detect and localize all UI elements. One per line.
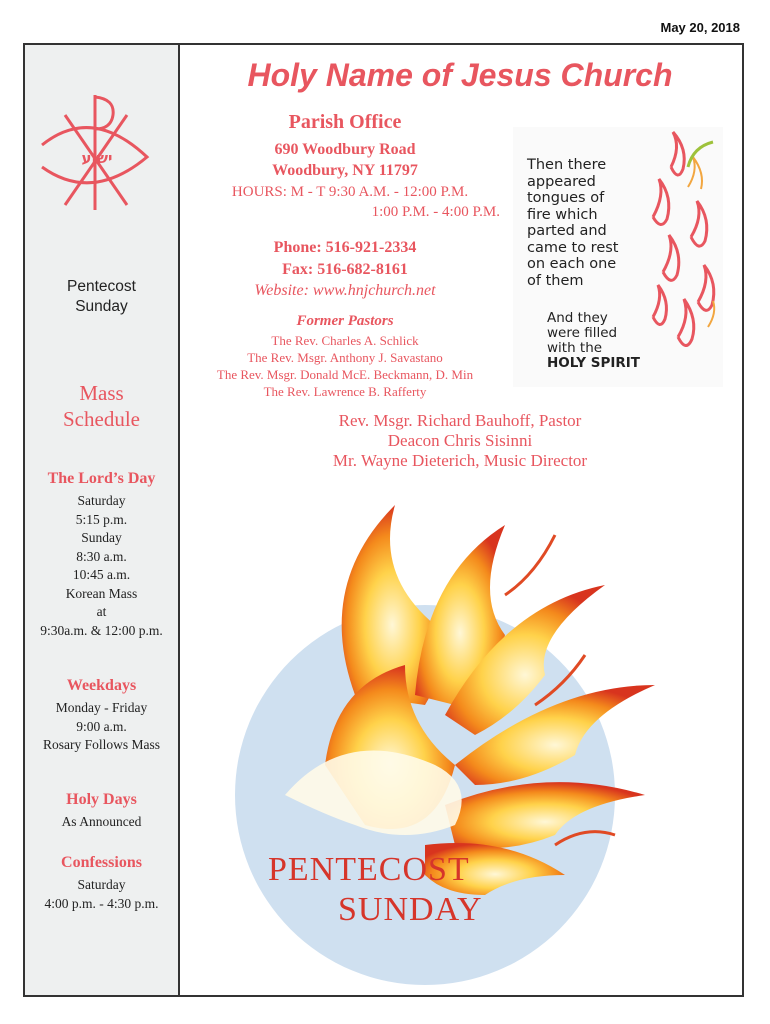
confessions-times xyxy=(25,876,178,913)
contact xyxy=(180,237,510,281)
address-line: Woodbury, NY 11797 xyxy=(272,162,418,179)
occasion-line-2: Sunday xyxy=(75,298,128,315)
schedule-line: Saturday xyxy=(77,877,126,892)
mass-schedule-title-2: Schedule xyxy=(63,407,140,431)
former-pastor-name: The Rev. Charles A. Schlick xyxy=(271,333,419,348)
former-pastor-name: The Rev. Msgr. Donald McE. Beckmann, D. Min xyxy=(216,367,474,382)
confessions-heading: Confessions xyxy=(61,854,142,871)
address xyxy=(180,139,510,181)
schedule-line: 9:30a.m. & 12:00 p.m. xyxy=(40,622,163,638)
weekdays-times xyxy=(25,699,178,755)
bulletin-frame xyxy=(23,43,744,997)
mass-schedule-title-1: Mass xyxy=(79,381,124,405)
hours-line: HOURS: M - T 9:30 A.M. - 12:00 P.M. xyxy=(231,184,469,200)
pentecost-sunday-title xyxy=(268,850,483,930)
schedule-line: As Announced xyxy=(61,814,142,829)
main-content xyxy=(180,45,742,995)
church-name: Holy Name of Jesus Church xyxy=(247,57,673,93)
schedule-line: 9:00 a.m. xyxy=(76,718,127,734)
holy-days-times xyxy=(25,813,178,832)
office-hours xyxy=(200,182,500,222)
feast-title-line: SUNDAY xyxy=(338,891,483,928)
schedule-line: Saturday xyxy=(77,493,126,508)
occasion-line-1: Pentecost xyxy=(67,278,136,295)
scripture-text-1: Then there appeared tongues of fire which parted and came to rest on each one of them xyxy=(527,157,619,289)
schedule-line: Monday - Friday xyxy=(55,700,148,715)
schedule-line: 10:45 a.m. xyxy=(72,567,131,582)
staff-list xyxy=(180,411,740,471)
lords-day-heading: The Lord’s Day xyxy=(47,470,156,487)
former-pastor-name: The Rev. Msgr. Anthony J. Savastano xyxy=(247,350,443,365)
former-pastors-list xyxy=(180,332,510,400)
scripture-art-image xyxy=(513,127,723,387)
holy-days-heading: Holy Days xyxy=(66,791,137,808)
former-pastors-heading: Former Pastors xyxy=(296,313,394,329)
staff-member: Mr. Wayne Dieterich, Music Director xyxy=(332,451,588,470)
schedule-line: Rosary Follows Mass xyxy=(42,737,160,752)
staff-member: Deacon Chris Sisinni xyxy=(387,431,533,450)
fax-number: Fax: 516-682-8161 xyxy=(282,261,408,278)
website-link[interactable]: Website: www.hnjchurch.net xyxy=(254,282,436,299)
hebrew-name: ישוע xyxy=(81,149,113,167)
schedule-line: at xyxy=(96,604,107,619)
schedule-line: Sunday xyxy=(81,530,122,545)
feast-title-line: PENTECOST xyxy=(268,851,470,888)
address-line: 690 Woodbury Road xyxy=(274,141,416,158)
chi-rho-fish-logo-icon xyxy=(37,85,157,215)
phone-number: Phone: 516-921-2334 xyxy=(273,239,417,256)
scripture-text-2: And they were filled with the HOLY SPIRIT xyxy=(547,310,641,371)
schedule-line: 8:30 a.m. xyxy=(76,548,127,564)
schedule-line: Korean Mass xyxy=(65,585,138,601)
schedule-line: 5:15 p.m. xyxy=(75,511,128,527)
bulletin-date: May 20, 2018 xyxy=(660,20,740,35)
weekdays-heading: Weekdays xyxy=(66,677,137,694)
schedule-line: 4:00 p.m. - 4:30 p.m. xyxy=(44,895,159,911)
lords-day-times xyxy=(25,492,178,640)
parish-office-heading: Parish Office xyxy=(288,111,402,133)
former-pastor-name: The Rev. Lawrence B. Rafferty xyxy=(263,384,427,399)
hours-line: 1:00 P.M. - 4:00 P.M. xyxy=(371,204,500,220)
staff-member: Rev. Msgr. Richard Bauhoff, Pastor xyxy=(338,411,582,430)
sidebar xyxy=(25,45,180,995)
